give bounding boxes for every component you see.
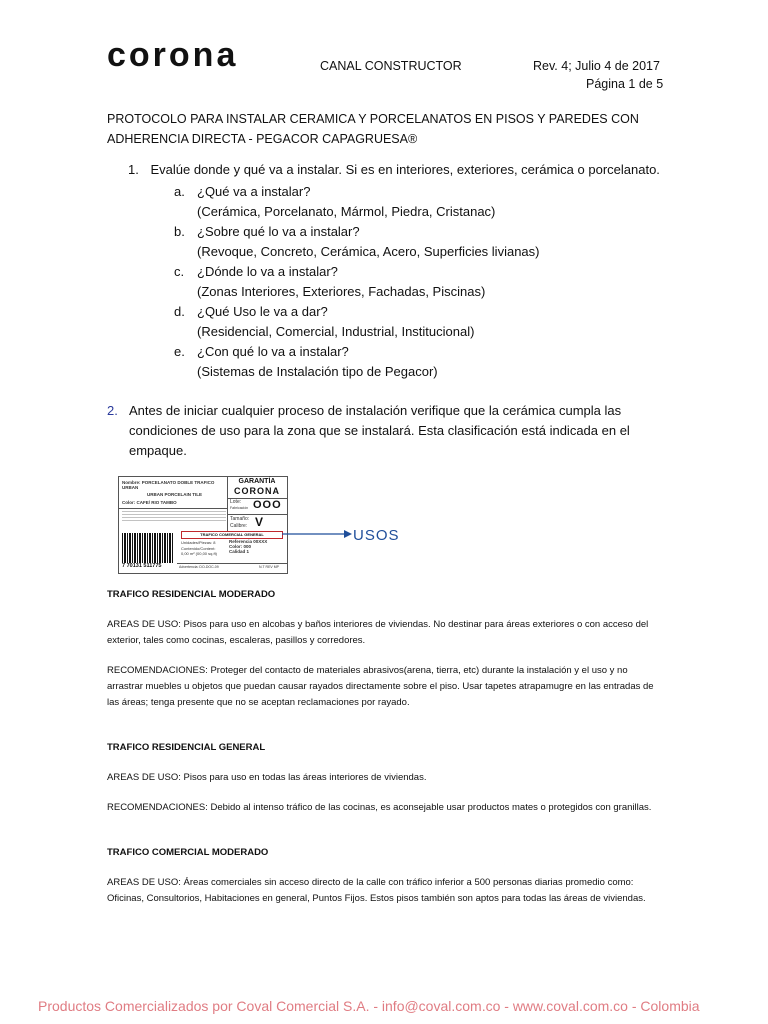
- lot-value: OOO: [253, 499, 282, 511]
- step-1-number: 1.: [128, 162, 139, 177]
- step-2-number: 2.: [107, 403, 118, 418]
- item-question: ¿Qué Uso le va a dar?: [197, 304, 328, 319]
- step-1: [128, 162, 660, 177]
- page-number: Página 1 de 5: [586, 77, 664, 91]
- arrow-icon: [282, 528, 352, 540]
- usos-label: USOS: [353, 527, 400, 544]
- step-2-text: Antes de iniciar cualquier proceso de instalación verifique que la cerámica cumpla las condiciones de uso para la zona que se instalará. Esta clasificación está indicada en el empaque.: [129, 403, 630, 458]
- item-letter: c.: [174, 264, 185, 279]
- label-guarantee: [228, 478, 286, 496]
- label-fine-print: [122, 511, 226, 521]
- corona-logo: corona: [107, 36, 239, 74]
- item-answer: (Zonas Interiores, Exteriores, Fachadas, Piscinas): [197, 284, 486, 299]
- barcode: [122, 533, 174, 563]
- document-title: PROTOCOLO PARA INSTALAR CERAMICA Y PORCELANATOS EN PISOS Y PAREDES CON ADHERENCIA DIRECTA - PEGACOR CAPAGRUESA®: [107, 112, 639, 146]
- item-letter: a.: [174, 184, 185, 199]
- item-letter: e.: [174, 344, 185, 359]
- item-answer: (Residencial, Comercial, Industrial, Institucional): [197, 324, 475, 339]
- package-label-image: [118, 476, 288, 574]
- label-reference-block: [229, 539, 279, 554]
- area: 0,00 m² (00,00 sq.ft): [181, 551, 218, 556]
- units: Unidades/Piezas: 8: [181, 540, 216, 545]
- item-answer: (Cerámica, Porcelanato, Mármol, Piedra, Cristanac): [197, 204, 496, 219]
- label-name: Nombre: PORCELANATO DOBLE TRAFICO URBAN: [122, 480, 215, 490]
- section-paragraph: AREAS DE USO: Áreas comerciales sin acceso directo de la calle con tráfico inferior a 500 personas diarias promedio como: Oficinas, Consultorios, Habitaciones en general, Puntos Fijos. Estos pisos también son aptos para todas las áreas de viviendas.: [107, 877, 646, 904]
- traffic-highlight: [181, 531, 283, 539]
- color-value: 000: [243, 544, 252, 549]
- lot-label: Lote:: [230, 499, 242, 505]
- traffic-label: TRAFICO COMERCIAL GENERAL: [200, 532, 264, 537]
- label-product: URBAN PORCELAIN TILE: [147, 492, 202, 497]
- step-1-items: [174, 182, 574, 382]
- barcode-number: 7 70131 511775: [122, 563, 162, 569]
- lot-sub: Fabricación: [230, 506, 249, 510]
- item-answer: (Revoque, Concreto, Cerámica, Acero, Superficies livianas): [197, 244, 540, 259]
- item-question: ¿Dónde lo va a instalar?: [197, 264, 338, 279]
- label-footnote-2: N.T REV MP: [259, 565, 279, 569]
- section-title: TRAFICO RESIDENCIAL MODERADO: [107, 589, 276, 600]
- tone-label: Calibre:: [230, 523, 248, 529]
- quality-label: Calidad: [229, 549, 246, 554]
- item-answer: (Sistemas de Instalación tipo de Pegacor): [197, 364, 438, 379]
- item-question: ¿Qué va a instalar?: [197, 184, 311, 199]
- channel-label: CANAL CONSTRUCTOR: [320, 59, 462, 73]
- item-question: ¿Sobre qué lo va a instalar?: [197, 224, 360, 239]
- reference-label: Referencia: [229, 539, 253, 544]
- section-paragraph: AREAS DE USO: Pisos para uso en alcobas y baños interiores de viviendas. No destinar para áreas exteriores o con acceso del exterior, tales como cocinas, escaleras, pasillos y corredores.: [107, 619, 649, 646]
- section-title: TRAFICO COMERCIAL MODERADO: [107, 847, 269, 858]
- footer-text: Productos Comercializados por Coval Comercial S.A. - info@coval.com.co - www.coval.com.co - Colombia: [38, 998, 700, 1014]
- section-paragraph: RECOMENDACIONES: Debido al intenso tráfico de las cocinas, es aconsejable usar productos mates o protegidos con granillas.: [107, 802, 652, 813]
- section-paragraph: RECOMENDACIONES: Proteger del contacto de materiales abrasivos(arena, tierra, etc) durante la instalación y el uso y no arrastrar muebles u objetos que puedan causar rayados directamente sobre el piso. Usar tapetes atrapamugre en las entradas de las áreas; tenga presente que no se aceptan reclamaciones por rayado.: [107, 665, 654, 708]
- size-label: Tamaño:: [230, 516, 250, 522]
- section-title: TRAFICO RESIDENCIAL GENERAL: [107, 742, 266, 753]
- step-1-text: Evalúe donde y qué va a instalar. Si es en interiores, exteriores, cerámica o porcelanato.: [150, 162, 660, 177]
- quality-value: 1: [246, 549, 250, 554]
- label-footnote: Advertencia: DO-DOC-09: [179, 565, 219, 569]
- guarantee-text: GARANTÍA: [238, 478, 276, 485]
- item-letter: d.: [174, 304, 185, 319]
- label-color: Color: CAFE/ RIO TAMBO: [122, 500, 177, 505]
- size-value: V: [255, 515, 264, 529]
- item-letter: b.: [174, 224, 185, 239]
- step-2: [107, 401, 647, 461]
- content: Contenido/Content:: [181, 546, 216, 551]
- guarantee-brand: CORONA: [234, 486, 280, 496]
- section-paragraph: AREAS DE USO: Pisos para uso en todas las áreas interiores de viviendas.: [107, 772, 427, 783]
- label-left-block: [122, 480, 227, 505]
- revision-label: Rev. 4; Julio 4 de 2017: [533, 59, 660, 73]
- item-question: ¿Con qué lo va a instalar?: [197, 344, 349, 359]
- color-label: Color:: [229, 544, 243, 549]
- reference-value: 00XXX: [253, 539, 268, 544]
